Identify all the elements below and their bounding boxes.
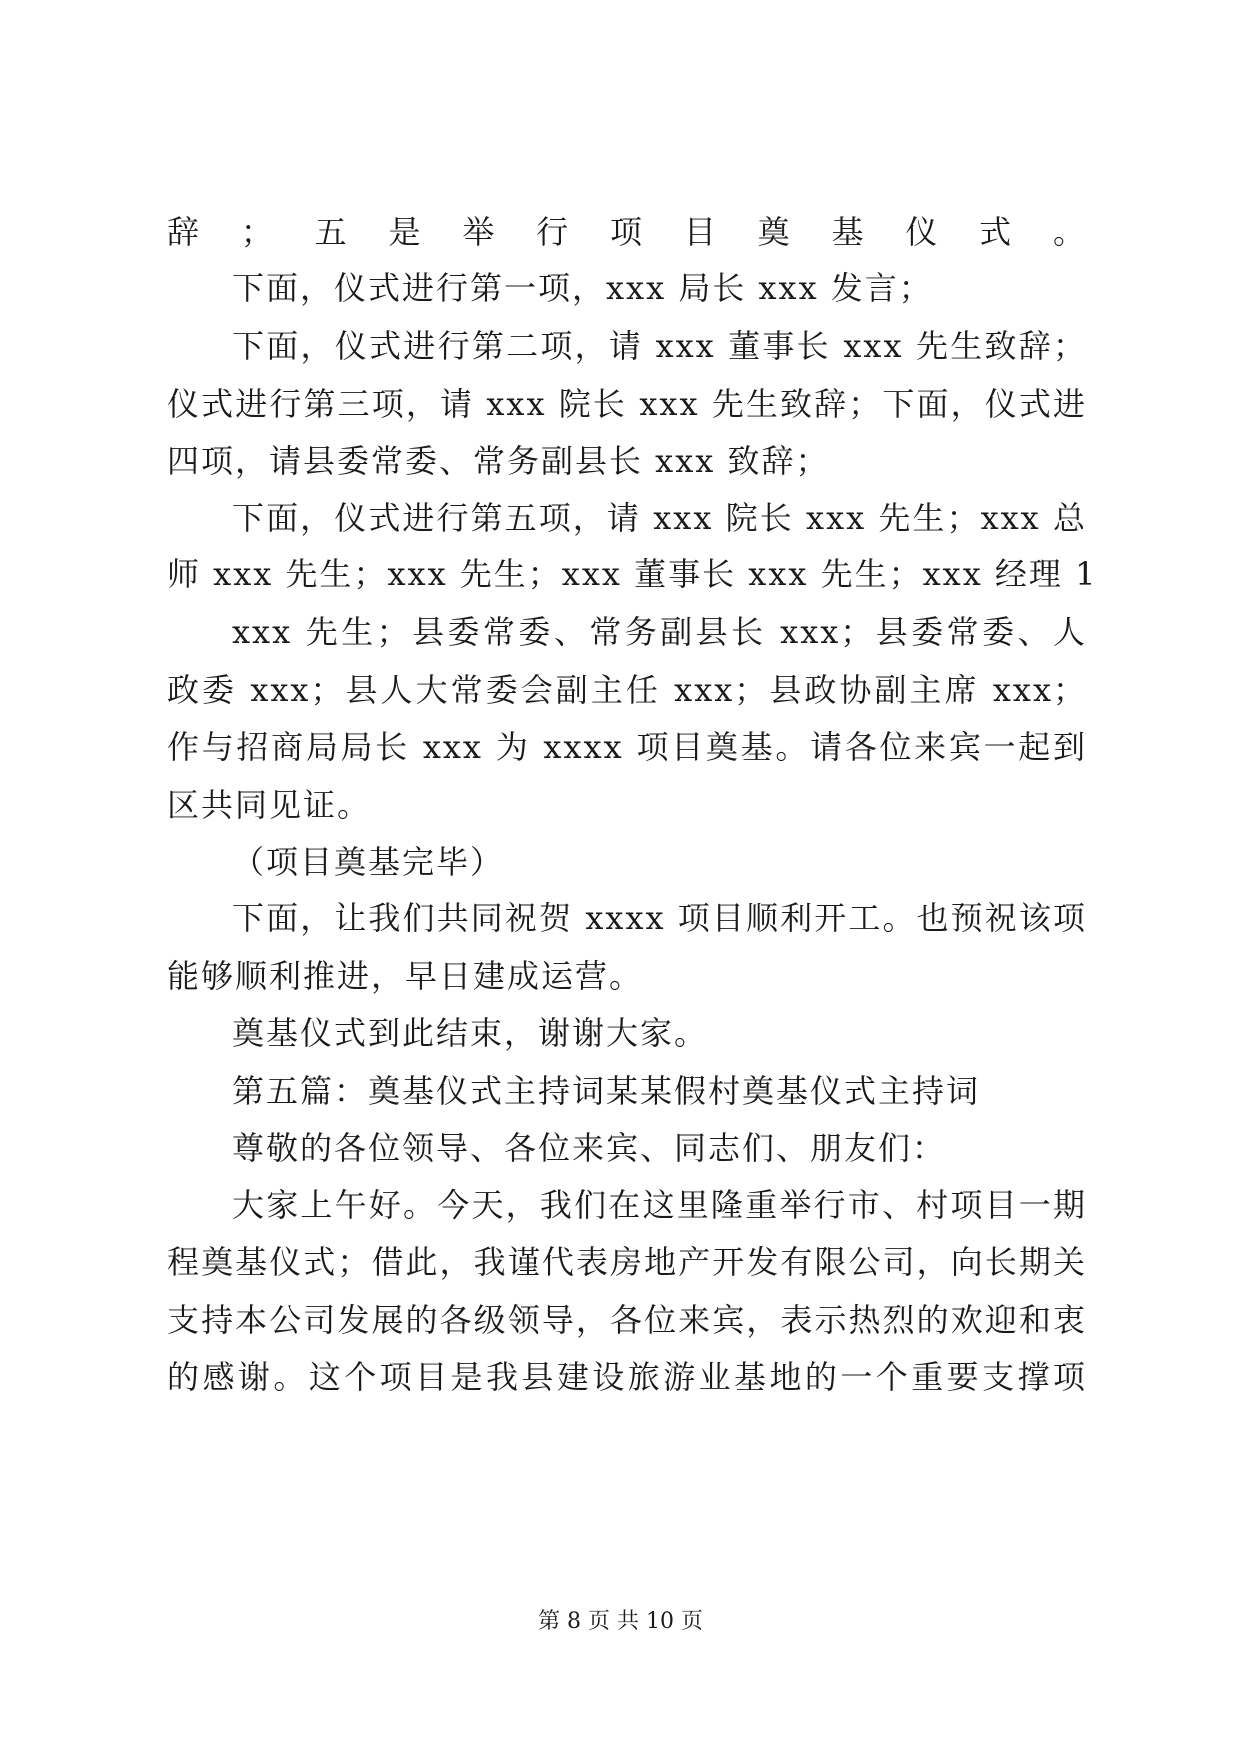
text-line: 尊敬的各位领导、各位来宾、同志们、朋友们： — [232, 1129, 947, 1167]
text-line: 的感谢。这个项目是我县建设旅游业基地的一个重要支撑项 — [167, 1358, 1087, 1396]
text-line: （项目奠基完毕） — [232, 843, 505, 881]
text-line: 师 xxx 先生；xxx 先生；xxx 董事长 xxx 先生；xxx 经理 1 — [167, 555, 1098, 593]
text-line: 下面，让我们共同祝贺 xxxx 项目顺利开工。也预祝该项 — [232, 899, 1087, 937]
text-line: 程奠基仪式；借此，我谨代表房地产开发有限公司，向长期关 — [167, 1243, 1087, 1281]
text-line: 四项，请县委常委、常务副县长 xxx 致辞； — [167, 442, 830, 480]
text-line: 区共同见证。 — [167, 786, 372, 824]
text-line: 奠基仪式到此结束，谢谢大家。 — [232, 1014, 709, 1052]
text-line: 第五篇：奠基仪式主持词某某假村奠基仪式主持词 — [232, 1072, 981, 1110]
text-line: 能够顺利推进，早日建成运营。 — [167, 957, 644, 995]
text-line: 作与招商局局长 xxx 为 xxxx 项目奠基。请各位来宾一起到 — [167, 728, 1087, 766]
text-line: 政委 xxx；县人大常委会副主任 xxx；县政协副主席 xxx； — [167, 671, 1087, 709]
text-line: 辞；五是举行项目奠基仪式。 — [167, 213, 1087, 251]
text-line: 大家上午好。今天，我们在这里隆重举行市、村项目一期 — [232, 1186, 1087, 1224]
text-line: 下面，仪式进行第五项，请 xxx 院长 xxx 先生；xxx 总 — [232, 499, 1087, 537]
text-line: 下面，仪式进行第一项，xxx 局长 xxx 发言； — [232, 269, 933, 307]
page-number-footer: 第 8 页 共 10 页 — [538, 1609, 703, 1634]
text-line: xxx 先生；县委常委、常务副县长 xxx；县委常委、人 — [232, 613, 1087, 651]
text-line: 支持本公司发展的各级领导，各位来宾，表示热烈的欢迎和衷 — [167, 1301, 1087, 1339]
text-line: 下面，仪式进行第二项，请 xxx 董事长 xxx 先生致辞； — [232, 327, 1087, 365]
text-line: 仪式进行第三项，请 xxx 院长 xxx 先生致辞；下面，仪式进 — [167, 385, 1087, 423]
